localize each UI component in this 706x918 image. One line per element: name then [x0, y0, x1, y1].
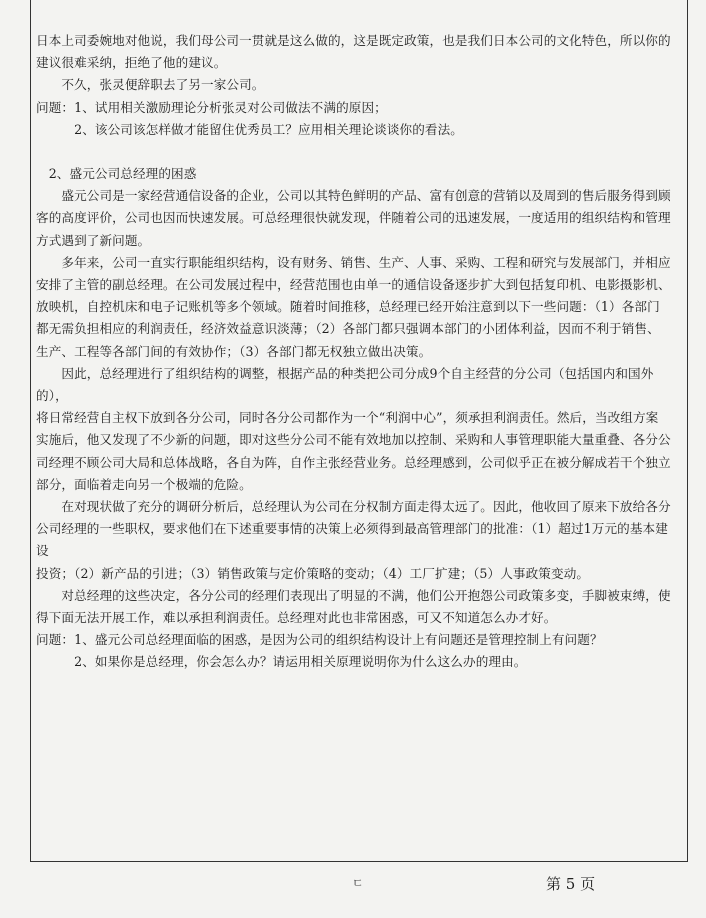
text-line: 因此，总经理进行了组织结构的调整，根据产品的种类把公司分成9个自主经营的分公司（包括国内和国外的）， [36, 365, 654, 404]
text-line: 多年来，公司一直实行职能组织结构，设有财务、销售、生产、人事、采购、工程和研究与发展部门，并相应 [36, 254, 671, 270]
text-line: 部分，面临着走向另一个极端的危险。 [36, 476, 252, 492]
document-body [36, 30, 676, 674]
text-line: 安排了主管的副总经理。在公司发展过程中，经营范围也由单一的通信设备逐步扩大到包括复印机、电影摄影机、 [36, 277, 671, 293]
footer-mark: ㄷ [352, 876, 364, 890]
case-2-title: 2、盛元公司总经理的困惑 [36, 166, 197, 182]
text-line: 不久，张灵便辞职去了另一家公司。 [36, 77, 265, 93]
text-line: 方式遇到了新问题。 [36, 232, 151, 248]
text-line: 得下面无法开展工作，难以承担利润责任。总经理对此也非常困惑，可又不知道怎么办才好。 [36, 610, 557, 626]
text-line: 公司经理的一些职权，要求他们在下述重要事情的决策上必须得到最高管理部门的批准：（1）超过1万元的基本建设 [36, 521, 668, 559]
text-line: 都无需负担相应的利润责任，经济效益意识淡薄；（2）各部门都只强调本部门的小团体利益，因而不利于销售、 [36, 321, 660, 337]
text-line: 司经理不顾公司大局和总体战略，各自为阵，自作主张经营业务。总经理感到，公司似乎正在被分解成若干个独立 [36, 454, 671, 470]
text-line: 日本上司委婉地对他说，我们母公司一贯就是这么做的，这是既定政策，也是我们日本公司的文化特色，所以你的 [36, 33, 671, 48]
page-number: 第 5 页 [546, 875, 596, 893]
text-line: 对总经理的这些决定，各分公司的经理们表现出了明显的不满，他们公开抱怨公司政策多变，手脚被束缚，使 [36, 587, 671, 603]
text-line: 投资；（2）新产品的引进；（3）销售政策与定价策略的变动；（4）工厂扩建；（5）人事政策变动。 [36, 565, 590, 581]
text-line: 将日常经营自主权下放到各分公司，同时各分公司都作为一个“利润中心”，须承担利润责任。然后，当改组方案 [36, 410, 659, 426]
text-line: 客的高度评价，公司也因而快速发展。可总经理很快就发现，伴随着公司的迅速发展，一度适用的组织结构和管理 [36, 210, 671, 226]
spacer [36, 141, 676, 163]
question-1-2: 2、该公司该怎样做才能留住优秀员工？应用相关理论谈谈你的看法。 [36, 121, 464, 137]
text-line: 放映机，自控机床和电子记账机等多个领域。随着时间推移，总经理已经开始注意到以下一些问题：（1）各部门 [36, 299, 660, 315]
text-line: 生产、工程等各部门间的有效协作；（3）各部门都无权独立做出决策。 [36, 343, 432, 359]
text-line: 在对现状做了充分的调研分析后，总经理认为公司在分权制方面走得太远了。因此，他收回了原来下放给各分 [36, 499, 671, 515]
text-line: 建议很难采纳，拒绝了他的建议。 [36, 55, 227, 71]
question-2-2: 2、如果你是总经理，你会怎么办？请运用相关原理说明你为什么这么办的理由。 [36, 654, 527, 670]
text-line: 盛元公司是一家经营通信设备的企业，公司以其特色鲜明的产品、富有创意的营销以及周到的售后服务得到顾 [36, 188, 671, 204]
question-1-1: 问题：1、试用相关激励理论分析张灵对公司做法不满的原因； [36, 99, 387, 115]
text-line: 实施后，他又发现了不少新的问题，即对这些分公司不能有效地加以控制、采购和人事管理职能大量重叠、各分公 [36, 432, 671, 448]
question-2-1: 问题：1、盛元公司总经理面临的困惑，是因为公司的组织结构设计上有问题还是管理控制上有问题？ [36, 632, 603, 648]
